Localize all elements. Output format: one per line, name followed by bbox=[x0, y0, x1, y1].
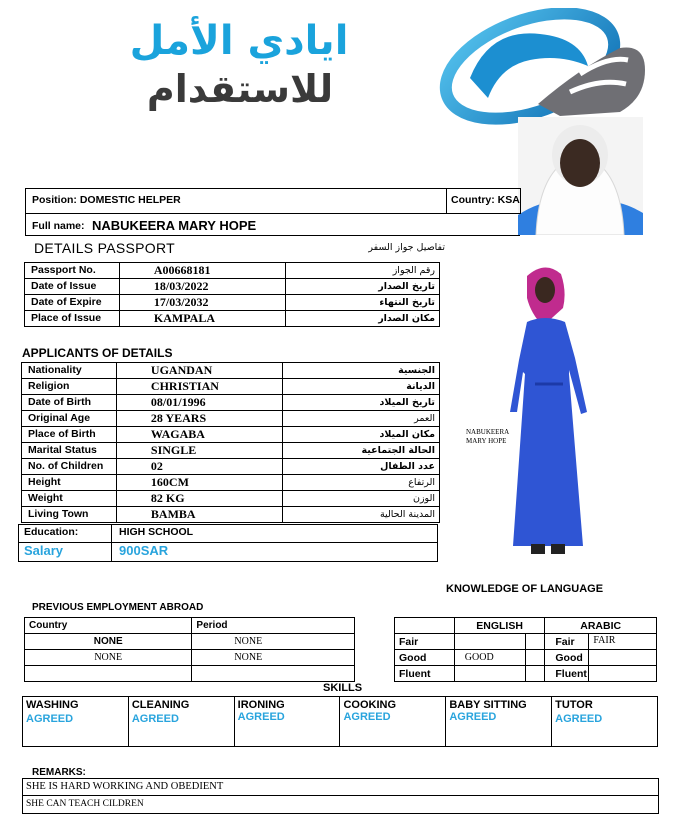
arabic-level bbox=[589, 666, 657, 682]
skill-name: COOKING bbox=[343, 699, 397, 711]
table-row bbox=[22, 411, 440, 427]
english-level: GOOD bbox=[454, 650, 525, 666]
employment-period: NONE bbox=[192, 650, 355, 666]
employment-period: NONE bbox=[192, 634, 355, 650]
applicant-value: CHRISTIAN bbox=[116, 379, 283, 395]
skill-name: BABY SITTING bbox=[449, 699, 527, 711]
language-table bbox=[394, 617, 657, 682]
remark-line-1: SHE IS HARD WORKING AND OBEDIENT bbox=[26, 781, 224, 792]
skill-baby-sitting bbox=[446, 697, 552, 747]
applicant-label-ar: العمر bbox=[283, 411, 440, 427]
applicant-label: Marital Status bbox=[22, 443, 117, 459]
skill-washing bbox=[23, 697, 129, 747]
logo-line-2: للاستقدام bbox=[146, 67, 334, 111]
table-row bbox=[25, 666, 355, 682]
employment-country: NONE bbox=[25, 634, 192, 650]
applicant-label: Weight bbox=[22, 491, 117, 507]
applicant-value: 02 bbox=[116, 459, 283, 475]
skill-name: WASHING bbox=[26, 699, 79, 711]
skill-cleaning bbox=[128, 697, 234, 747]
applicant-value: WAGABA bbox=[116, 427, 283, 443]
passport-value: A00668181 bbox=[119, 263, 285, 279]
table-row bbox=[22, 443, 440, 459]
salary-value: 900SAR bbox=[119, 543, 169, 558]
table-row bbox=[23, 697, 658, 747]
agency-logo bbox=[60, 8, 650, 130]
applicant-title: APPLICANTS OF DETAILS bbox=[22, 346, 173, 360]
table-row bbox=[395, 666, 657, 682]
applicant-label-ar: عدد الطفال bbox=[283, 459, 440, 475]
skill-ironing bbox=[234, 697, 340, 747]
applicant-label: Original Age bbox=[22, 411, 117, 427]
position-row bbox=[25, 188, 521, 214]
passport-label: Place of Issue bbox=[25, 311, 120, 327]
skill-tutor bbox=[552, 697, 658, 747]
applicant-value: 28 YEARS bbox=[116, 411, 283, 427]
applicant-label-ar: مكان الميلاد bbox=[283, 427, 440, 443]
col-country: Country bbox=[25, 618, 192, 634]
employment-title: PREVIOUS EMPLOYMENT ABROAD bbox=[32, 602, 204, 613]
skill-name: IRONING bbox=[237, 699, 285, 711]
applicant-value: BAMBA bbox=[116, 507, 283, 523]
table-row bbox=[22, 379, 440, 395]
applicant-label: Place of Birth bbox=[22, 427, 117, 443]
passport-label-ar: تاريخ الصدار bbox=[285, 279, 440, 295]
passport-label: Date of Issue bbox=[25, 279, 120, 295]
headshot-photo bbox=[518, 117, 643, 235]
employment-table bbox=[24, 617, 355, 682]
level-label: Fair bbox=[395, 634, 455, 650]
passport-title-ar: تفاصيل جواز السفر bbox=[368, 242, 445, 253]
arabic-header: ARABIC bbox=[545, 618, 657, 634]
applicant-value: 82 KG bbox=[116, 491, 283, 507]
education-value: HIGH SCHOOL bbox=[119, 526, 194, 538]
skills-title: SKILLS bbox=[323, 682, 363, 694]
applicant-label-ar: تاريخ الميلاد bbox=[283, 395, 440, 411]
remarks-box bbox=[22, 778, 659, 814]
employment-country: NONE bbox=[25, 650, 192, 666]
photo-caption-line2: MARY HOPE bbox=[466, 437, 507, 445]
applicant-label: No. of Children bbox=[22, 459, 117, 475]
english-level bbox=[454, 666, 525, 682]
level-label: Good bbox=[395, 650, 455, 666]
passport-label-ar: مكان الصدار bbox=[285, 311, 440, 327]
skill-status: AGREED bbox=[555, 713, 603, 725]
skill-name: TUTOR bbox=[555, 699, 593, 711]
table-row bbox=[22, 475, 440, 491]
arabic-level bbox=[589, 650, 657, 666]
table-row bbox=[22, 427, 440, 443]
applicant-table bbox=[21, 362, 440, 523]
skill-status: AGREED bbox=[343, 711, 391, 723]
table-row bbox=[22, 491, 440, 507]
skill-status: AGREED bbox=[237, 711, 285, 723]
education-label: Education: bbox=[24, 526, 79, 538]
fullbody-photo bbox=[505, 262, 595, 558]
skill-status: AGREED bbox=[26, 713, 74, 725]
arabic-level: FAIR bbox=[589, 634, 657, 650]
english-level bbox=[454, 634, 525, 650]
table-row bbox=[25, 311, 440, 327]
language-title: KNOWLEDGE OF LANGUAGE bbox=[446, 583, 604, 595]
fullname-label: Full name: bbox=[32, 220, 85, 232]
level-label: Good bbox=[545, 650, 589, 666]
photo-caption-line1: NABUKEERA bbox=[466, 428, 510, 436]
table-row bbox=[25, 650, 355, 666]
passport-value: 18/03/2022 bbox=[119, 279, 285, 295]
passport-table bbox=[24, 262, 440, 327]
applicant-value: UGANDAN bbox=[116, 363, 283, 379]
table-row bbox=[25, 279, 440, 295]
level-label: Fluent bbox=[395, 666, 455, 682]
skill-status: AGREED bbox=[449, 711, 497, 723]
table-row bbox=[25, 634, 355, 650]
logo-line-1: ايادي الأمل bbox=[129, 18, 349, 64]
applicant-label-ar: الوزن bbox=[283, 491, 440, 507]
position-text: Position: DOMESTIC HELPER bbox=[32, 194, 181, 206]
table-row bbox=[395, 650, 657, 666]
applicant-label-ar: الحالة الجتماعية bbox=[283, 443, 440, 459]
level-label: Fair bbox=[545, 634, 589, 650]
salary-label: Salary bbox=[24, 543, 64, 558]
table-row bbox=[395, 634, 657, 650]
skill-name: CLEANING bbox=[131, 699, 190, 711]
applicant-label-ar: الجنسية bbox=[283, 363, 440, 379]
skill-cooking bbox=[340, 697, 446, 747]
table-row bbox=[395, 618, 657, 634]
applicant-value: 08/01/1996 bbox=[116, 395, 283, 411]
applicant-label: Religion bbox=[22, 379, 117, 395]
remarks-title: REMARKS: bbox=[32, 767, 86, 778]
country-text: Country: KSA bbox=[451, 194, 520, 206]
passport-label: Passport No. bbox=[25, 263, 120, 279]
applicant-label: Date of Birth bbox=[22, 395, 117, 411]
english-header: ENGLISH bbox=[454, 618, 545, 634]
applicant-label-ar: الديانة bbox=[283, 379, 440, 395]
applicant-value: 160CM bbox=[116, 475, 283, 491]
applicant-label: Height bbox=[22, 475, 117, 491]
table-row bbox=[25, 618, 355, 634]
table-row bbox=[22, 395, 440, 411]
table-row bbox=[22, 507, 440, 523]
applicant-label: Nationality bbox=[22, 363, 117, 379]
applicant-label-ar: الرتفاع bbox=[283, 475, 440, 491]
table-row bbox=[22, 363, 440, 379]
table-row bbox=[25, 263, 440, 279]
passport-value: 17/03/2032 bbox=[119, 295, 285, 311]
passport-label-ar: تاريخ النتهاء bbox=[285, 295, 440, 311]
level-label: Fluent bbox=[545, 666, 589, 682]
applicant-label: Living Town bbox=[22, 507, 117, 523]
passport-title: DETAILS PASSPORT bbox=[34, 240, 175, 256]
skills-table bbox=[22, 696, 658, 747]
applicant-value: SINGLE bbox=[116, 443, 283, 459]
passport-value: KAMPALA bbox=[119, 311, 285, 327]
remark-line-2: SHE CAN TEACH CILDREN bbox=[26, 799, 144, 809]
table-row bbox=[22, 459, 440, 475]
table-row bbox=[25, 295, 440, 311]
skill-status: AGREED bbox=[131, 713, 179, 725]
passport-label-ar: رقم الجواز bbox=[285, 263, 440, 279]
applicant-label-ar: المدينة الحالية bbox=[283, 507, 440, 523]
col-period: Period bbox=[192, 618, 355, 634]
fullname-row bbox=[25, 213, 520, 236]
passport-label: Date of Expire bbox=[25, 295, 120, 311]
salary-row bbox=[18, 541, 438, 562]
fullname-value: NABUKEERA MARY HOPE bbox=[92, 218, 257, 233]
